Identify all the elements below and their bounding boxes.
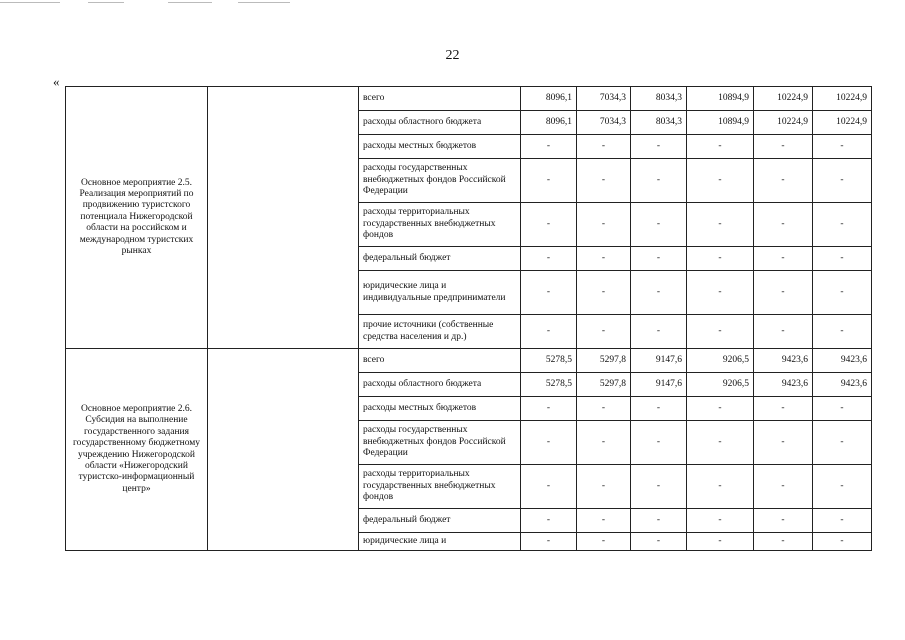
value-cell: - — [631, 271, 687, 315]
funding-source: прочие источники (собственные средства населения и др.) — [359, 315, 521, 349]
funding-source: всего — [359, 349, 521, 373]
funding-source: федеральный бюджет — [359, 247, 521, 271]
value-cell: - — [521, 159, 577, 203]
value-cell: 5297,8 — [577, 373, 631, 397]
value-cell: - — [687, 135, 754, 159]
value-cell: - — [813, 271, 872, 315]
value-cell: - — [521, 315, 577, 349]
page-number: 22 — [445, 48, 460, 63]
value-cell: - — [813, 397, 872, 421]
value-cell: - — [813, 533, 872, 551]
funding-source: расходы государственных внебюджетных фондов Российской Федерации — [359, 421, 521, 465]
funding-source: расходы областного бюджета — [359, 111, 521, 135]
value-cell: - — [577, 315, 631, 349]
value-cell: 10894,9 — [687, 111, 754, 135]
value-cell: - — [521, 421, 577, 465]
value-cell: - — [631, 397, 687, 421]
value-cell: - — [577, 203, 631, 247]
funding-source: расходы территориальных государственных внебюджетных фондов — [359, 203, 521, 247]
value-cell: 10224,9 — [813, 87, 872, 111]
value-cell: - — [813, 421, 872, 465]
value-cell: 10894,9 — [687, 87, 754, 111]
value-cell: - — [631, 315, 687, 349]
value-cell: - — [577, 271, 631, 315]
value-cell: - — [521, 203, 577, 247]
value-cell: - — [631, 509, 687, 533]
value-cell: - — [687, 247, 754, 271]
value-cell: - — [631, 247, 687, 271]
value-cell: - — [687, 397, 754, 421]
value-cell: 9423,6 — [813, 349, 872, 373]
value-cell: - — [813, 159, 872, 203]
value-cell: 9147,6 — [631, 349, 687, 373]
value-cell: - — [577, 247, 631, 271]
value-cell: - — [813, 247, 872, 271]
funding-source: юридические лица и — [359, 533, 521, 551]
value-cell: - — [577, 159, 631, 203]
value-cell: - — [521, 271, 577, 315]
value-cell: 7034,3 — [577, 111, 631, 135]
value-cell: 8096,1 — [521, 87, 577, 111]
funding-source: расходы территориальных государственных внебюджетных фондов — [359, 465, 521, 509]
activity-title: Основное мероприятие 2.5. Реализация мероприятий по продвижению туристского потенциала Нижегородской области на российском и международном туристских рынках — [66, 87, 208, 349]
value-cell: - — [754, 465, 813, 509]
value-cell: 9206,5 — [687, 373, 754, 397]
value-cell: 8034,3 — [631, 111, 687, 135]
value-cell: - — [754, 533, 813, 551]
value-cell: - — [754, 315, 813, 349]
value-cell: - — [687, 159, 754, 203]
value-cell: - — [754, 509, 813, 533]
value-cell: - — [521, 135, 577, 159]
value-cell: 5297,8 — [577, 349, 631, 373]
value-cell: - — [521, 247, 577, 271]
value-cell: 9147,6 — [631, 373, 687, 397]
funding-source: юридические лица и индивидуальные предприниматели — [359, 271, 521, 315]
value-cell: - — [754, 397, 813, 421]
value-cell: - — [813, 203, 872, 247]
value-cell: - — [631, 159, 687, 203]
value-cell: - — [813, 315, 872, 349]
value-cell: 5278,5 — [521, 373, 577, 397]
value-cell: - — [813, 465, 872, 509]
funding-source: расходы областного бюджета — [359, 373, 521, 397]
value-cell: - — [687, 533, 754, 551]
value-cell: 8034,3 — [631, 87, 687, 111]
value-cell: - — [631, 421, 687, 465]
table-row — [66, 87, 872, 111]
activity-title: Основное мероприятие 2.6. Субсидия на выполнение государственного задания государственному бюджетному учреждению Нижегородской области «Нижегородский туристско-информационный центр» — [66, 349, 208, 551]
funding-source: расходы государственных внебюджетных фондов Российской Федерации — [359, 159, 521, 203]
value-cell: - — [813, 509, 872, 533]
opening-quote-mark: « — [53, 74, 60, 89]
value-cell: - — [521, 465, 577, 509]
value-cell: 5278,5 — [521, 349, 577, 373]
value-cell: - — [687, 465, 754, 509]
executor-cell — [208, 349, 359, 551]
value-cell: - — [521, 397, 577, 421]
value-cell: - — [687, 315, 754, 349]
funding-source: всего — [359, 87, 521, 111]
budget-table — [65, 86, 872, 551]
scan-artifact-top — [0, 0, 905, 6]
executor-cell — [208, 87, 359, 349]
value-cell: - — [631, 135, 687, 159]
value-cell: - — [577, 135, 631, 159]
value-cell: - — [631, 533, 687, 551]
value-cell: - — [687, 421, 754, 465]
value-cell: - — [687, 509, 754, 533]
value-cell: 9423,6 — [813, 373, 872, 397]
value-cell: 7034,3 — [577, 87, 631, 111]
funding-source: расходы местных бюджетов — [359, 135, 521, 159]
value-cell: 8096,1 — [521, 111, 577, 135]
funding-source: расходы местных бюджетов — [359, 397, 521, 421]
value-cell: - — [521, 533, 577, 551]
value-cell: - — [577, 533, 631, 551]
value-cell: - — [687, 271, 754, 315]
value-cell: - — [754, 421, 813, 465]
value-cell: - — [577, 509, 631, 533]
value-cell: - — [577, 421, 631, 465]
value-cell: - — [521, 509, 577, 533]
value-cell: 9423,6 — [754, 373, 813, 397]
value-cell: - — [577, 465, 631, 509]
table-row — [66, 349, 872, 373]
value-cell: - — [631, 203, 687, 247]
value-cell: - — [577, 397, 631, 421]
value-cell: 10224,9 — [754, 87, 813, 111]
value-cell: 9206,5 — [687, 349, 754, 373]
value-cell: 10224,9 — [754, 111, 813, 135]
value-cell: - — [754, 203, 813, 247]
value-cell: 9423,6 — [754, 349, 813, 373]
value-cell: - — [754, 135, 813, 159]
value-cell: - — [687, 203, 754, 247]
funding-source: федеральный бюджет — [359, 509, 521, 533]
value-cell: - — [631, 465, 687, 509]
value-cell: 10224,9 — [813, 111, 872, 135]
value-cell: - — [754, 247, 813, 271]
value-cell: - — [813, 135, 872, 159]
value-cell: - — [754, 159, 813, 203]
value-cell: - — [754, 271, 813, 315]
